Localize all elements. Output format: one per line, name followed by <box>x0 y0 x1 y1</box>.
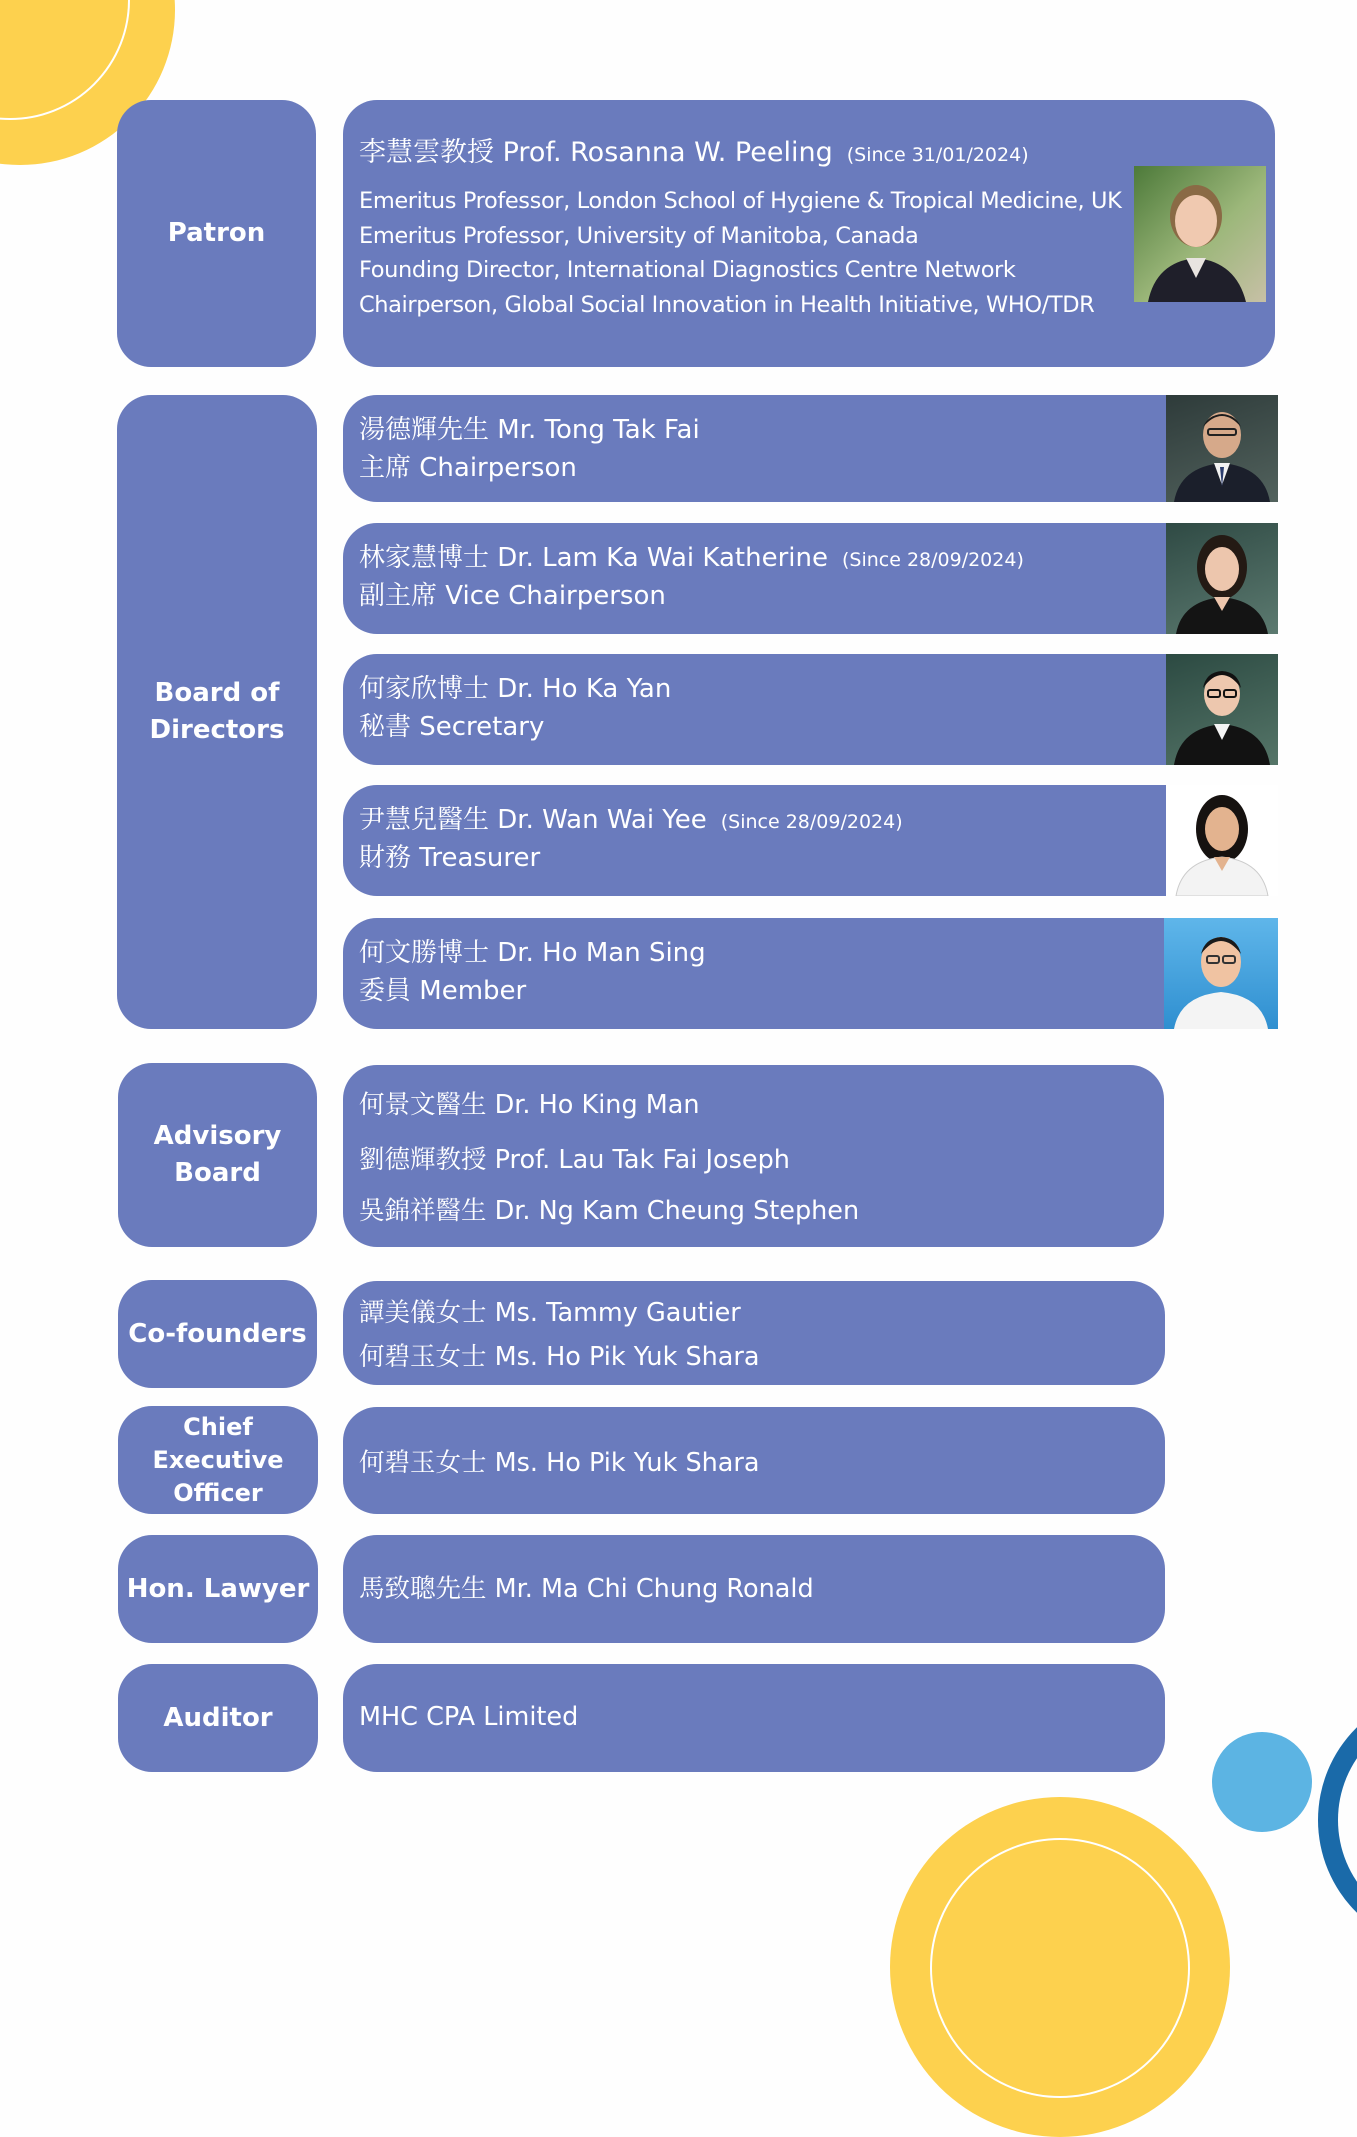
patron-title-line: Founding Director, International Diagnostics Centre Network <box>359 257 1016 283</box>
co-founder: 譚美儀女士 Ms. Tammy Gautier <box>359 1298 741 1328</box>
board-member-row <box>343 395 1278 502</box>
patron-card <box>343 100 1275 367</box>
member-role: 秘書 Secretary <box>359 712 545 742</box>
light-blue-dot-decoration <box>1212 1732 1312 1832</box>
advisory-board-label <box>118 1063 317 1247</box>
advisory-member: 劉德輝教授 Prof. Lau Tak Fai Joseph <box>359 1145 790 1175</box>
advisory-label-text: Advisory Board <box>153 1121 282 1188</box>
member-name <box>359 932 706 969</box>
auditor-name: MHC CPA Limited <box>359 1702 579 1732</box>
person-portrait-icon <box>1166 785 1278 896</box>
person-portrait-icon <box>1166 395 1278 502</box>
person-portrait-icon <box>1166 523 1278 634</box>
yellow-circle-inner-ring-decoration <box>930 1838 1190 2098</box>
hon-lawyer-name: 馬致聰先生 Mr. Ma Chi Chung Ronald <box>359 1574 814 1604</box>
ceo-name: 何碧玉女士 Ms. Ho Pik Yuk Shara <box>359 1448 760 1478</box>
patron-label-text: Patron <box>167 218 266 248</box>
board-member-row <box>343 523 1278 634</box>
co-founder: 何碧玉女士 Ms. Ho Pik Yuk Shara <box>359 1342 760 1372</box>
member-photo <box>1166 654 1278 765</box>
patron-label <box>117 100 316 367</box>
patron-title-line: Emeritus Professor, University of Manitoba, Canada <box>359 222 919 249</box>
member-role: 主席 Chairperson <box>359 453 577 483</box>
patron-since: (Since 31/01/2024) <box>846 144 1029 166</box>
member-role: 委員 Member <box>359 976 527 1006</box>
member-photo <box>1166 395 1278 502</box>
member-name-text: 林家慧博士 Dr. Lam Ka Wai Katherine <box>359 543 828 573</box>
member-name-text: 湯德輝先生 Mr. Tong Tak Fai <box>359 415 700 445</box>
member-name <box>359 409 700 446</box>
patron-titles <box>359 184 1121 322</box>
hon-lawyer-label-text: Hon. Lawyer <box>126 1573 310 1604</box>
ceo-card <box>343 1407 1165 1514</box>
member-name-text: 尹慧兒醫生 Dr. Wan Wai Yee <box>359 805 707 835</box>
board-member-row <box>343 654 1278 765</box>
advisory-member: 何景文醫生 Dr. Ho King Man <box>359 1090 700 1120</box>
auditor-label-text: Auditor <box>163 1702 273 1733</box>
member-photo <box>1164 918 1278 1029</box>
patron-title-line: Emeritus Professor, London School of Hygiene & Tropical Medicine, UK <box>359 188 1122 214</box>
person-portrait-icon <box>1134 166 1266 302</box>
co-founders-label-text: Co-founders <box>128 1318 307 1349</box>
member-since: (Since 28/09/2024) <box>720 811 903 833</box>
advisory-card <box>343 1065 1164 1247</box>
member-name <box>359 799 903 836</box>
member-name-text: 何文勝博士 Dr. Ho Man Sing <box>359 938 706 968</box>
member-photo <box>1166 785 1278 896</box>
co-founders-card <box>343 1281 1165 1385</box>
patron-photo <box>1134 166 1266 302</box>
board-label-text: Board of Directors <box>149 678 285 745</box>
hon-lawyer-label <box>118 1535 318 1643</box>
member-role: 副主席 Vice Chairperson <box>359 581 666 611</box>
member-since: (Since 28/09/2024) <box>841 549 1024 571</box>
patron-name-text: 李慧雲教授 Prof. Rosanna W. Peeling <box>359 137 833 168</box>
board-of-directors-label <box>117 395 317 1029</box>
member-name <box>359 668 671 705</box>
member-name <box>359 537 1024 574</box>
ceo-label <box>118 1406 318 1514</box>
member-photo <box>1166 523 1278 634</box>
ceo-label-text: Chief Executive Officer <box>152 1412 284 1507</box>
member-name-text: 何家欣博士 Dr. Ho Ka Yan <box>359 674 672 704</box>
patron-name <box>359 130 1029 169</box>
advisory-member: 吳錦祥醫生 Dr. Ng Kam Cheung Stephen <box>359 1196 860 1226</box>
auditor-label <box>118 1664 318 1772</box>
patron-title-line: Chairperson, Global Social Innovation in Health Initiative, WHO/TDR <box>359 291 1095 318</box>
hon-lawyer-card <box>343 1535 1165 1643</box>
member-role: 財務 Treasurer <box>359 843 541 873</box>
person-portrait-icon <box>1164 918 1278 1029</box>
co-founders-label <box>118 1280 317 1388</box>
board-member-row <box>343 918 1278 1029</box>
board-member-row <box>343 785 1278 896</box>
person-portrait-icon <box>1166 654 1278 765</box>
auditor-card <box>343 1664 1165 1772</box>
